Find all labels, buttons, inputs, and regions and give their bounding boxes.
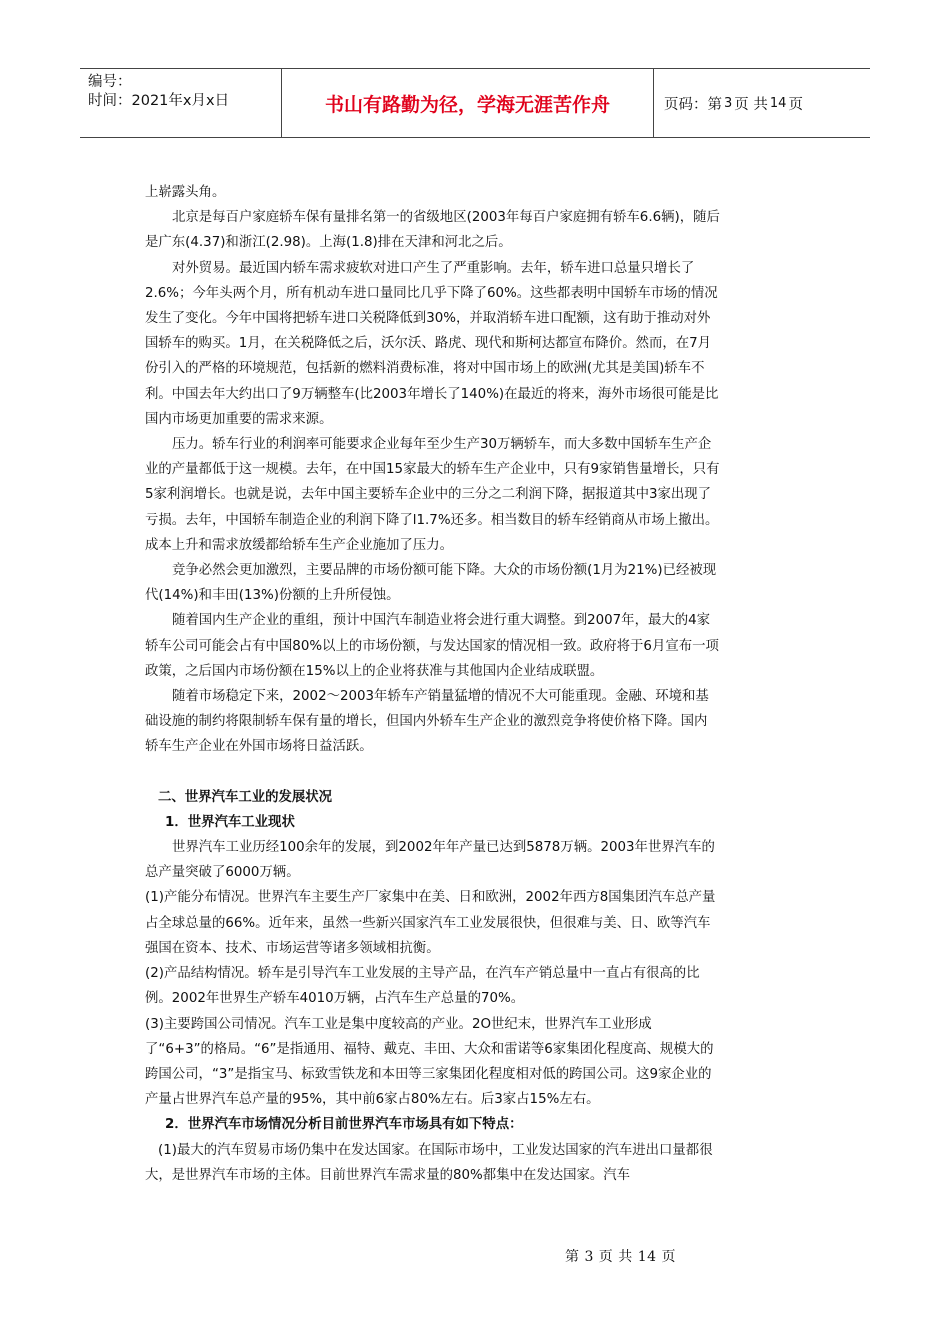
page-mid: 页 共: [734, 96, 768, 113]
document-body: [145, 180, 720, 1188]
number-label: 编号：: [88, 74, 132, 90]
paragraph: 世界汽车工业历经100余年的发展，到2002年年产量已达到5878万辆。2003年世界汽车的总产量突破了6000万辆。: [145, 840, 715, 881]
page-total: 14: [769, 95, 787, 111]
section-title: 二、世界汽车工业的发展状况: [158, 789, 333, 805]
paragraph: 上崭露头角。: [145, 185, 226, 200]
list-item: (1)产能分布情况。世界汽车主要生产厂家集中在美、日和欧洲，2002年西方8国集团汽车总产量占全球总量的66%。近年来，虽然一些新兴国家汽车工业发展很快，但很难与美、日、欧等汽车强国在资本、技术、市场运营等诸多领域相抗衡。: [145, 890, 716, 956]
header-motto: 书山有路勤为径，学海无涯苦作舟: [282, 69, 654, 137]
paragraph: 随着国内生产企业的重组，预计中国汽车制造业将会进行重大调整。到2007年，最大的4家轿车公司可能会占有中国80%以上的市场份额，与发达国家的情况相一致。政府将于6月宣布一项政策，之后国内市场份额在15%以上的企业将获准与其他国内企业结成联盟。: [145, 613, 719, 679]
header-meta: [80, 69, 282, 137]
page-number: 3: [724, 95, 733, 111]
page-header: [80, 68, 870, 138]
list-item: (3)主要跨国公司情况。汽车工业是集中度较高的产业。2O世纪末，世界汽车工业形成了“6+3”的格局。“6”是指通用、福特、戴克、丰田、大众和雷诺等6家集团化程度高、规模大的跨国公司，“3”是指宝马、标致雪铁龙和本田等三家集团化程度相对低的跨国公司。这9家企业的产量占世界汽车总产量的95%，其中前6家占80%左右。后3家占15%左右。: [145, 1016, 714, 1108]
list-item: (2)产品结构情况。轿车是引导汽车工业发展的主导产品，在汽车产销总量中一直占有很高的比例。2002年世界生产轿车4010万辆，占汽车生产总量的70%。: [145, 966, 700, 1007]
paragraph: 竞争必然会更加激烈，主要品牌的市场份额可能下降。大众的市场份额(1月为21%)已经被现代(14%)和丰田(13%)份额的上升所侵蚀。: [145, 563, 717, 604]
paragraph: 压力。轿车行业的利润率可能要求企业每年至少生产30万辆轿车，而大多数中国轿车生产企业的产量都低于这一规模。去年，在中国15家最大的轿车生产企业中，只有9家销售量增长，只有5家利润增长。也就是说，去年中国主要轿车企业中的三分之二利润下降，据报道其中3家出现了亏损。去年，中国轿车制造企业的利润下降了l1.7%还多。相当数目的轿车经销商从市场上撤出。成本上升和需求放缓都给轿车生产企业施加了压力。: [145, 437, 720, 553]
header-page-info: [654, 69, 870, 137]
page-suffix: 页: [788, 96, 803, 113]
page-prefix: 页码：第: [664, 96, 722, 113]
page-footer: 第 3 页 共 14 页: [565, 1249, 676, 1265]
paragraph: 随着市场稳定下来，2002～2003年轿车产销量猛增的情况不大可能重现。金融、环境和基础设施的制约将限制轿车保有量的增长，但国内外轿车生产企业的激烈竞争将使价格下降。国内轿车生产企业在外国市场将日益活跃。: [145, 689, 709, 755]
paragraph: (1)最大的汽车贸易市场仍集中在发达国家。在国际市场中，工业发达国家的汽车进出口量都很大，是世界汽车市场的主体。目前世界汽车需求量的80%都集中在发达国家。汽车: [145, 1142, 713, 1183]
subsection-title: 2．世界汽车市场情况分析目前世界汽车市场具有如下特点：: [165, 1117, 523, 1133]
spacer: [145, 760, 720, 785]
paragraph: 北京是每百户家庭轿车保有量排名第一的省级地区(2003年每百户家庭拥有轿车6.6辆)，随后是广东(4.37)和浙江(2.98)。上海(1.8)排在天津和河北之后。: [145, 210, 720, 251]
subsection-title: 1．世界汽车工业现状: [165, 814, 295, 830]
paragraph: 对外贸易。最近国内轿车需求疲软对进口产生了严重影响。去年，轿车进口总量只增长了2.6%；今年头两个月，所有机动车进口量同比几乎下降了60%。这些都表明中国轿车市场的情况发生了变化。今年中国将把轿车进口关税降低到30%，并取消轿车进口配额，这有助于推动对外国轿车的购买。1月，在关税降低之后，沃尔沃、路虎、现代和斯柯达都宣布降价。然而，在7月份引入的严格的环境规范，包括新的燃料消费标准，将对中国市场上的欧洲(尤其是美国)轿车不利。中国去年大约出口了9万辆整车(比2003年增长了140%)在最近的将来，海外市场很可能是比国内市场更加重要的需求来源。: [145, 260, 719, 427]
date-label: 时间：2021年x月x日: [88, 93, 230, 109]
